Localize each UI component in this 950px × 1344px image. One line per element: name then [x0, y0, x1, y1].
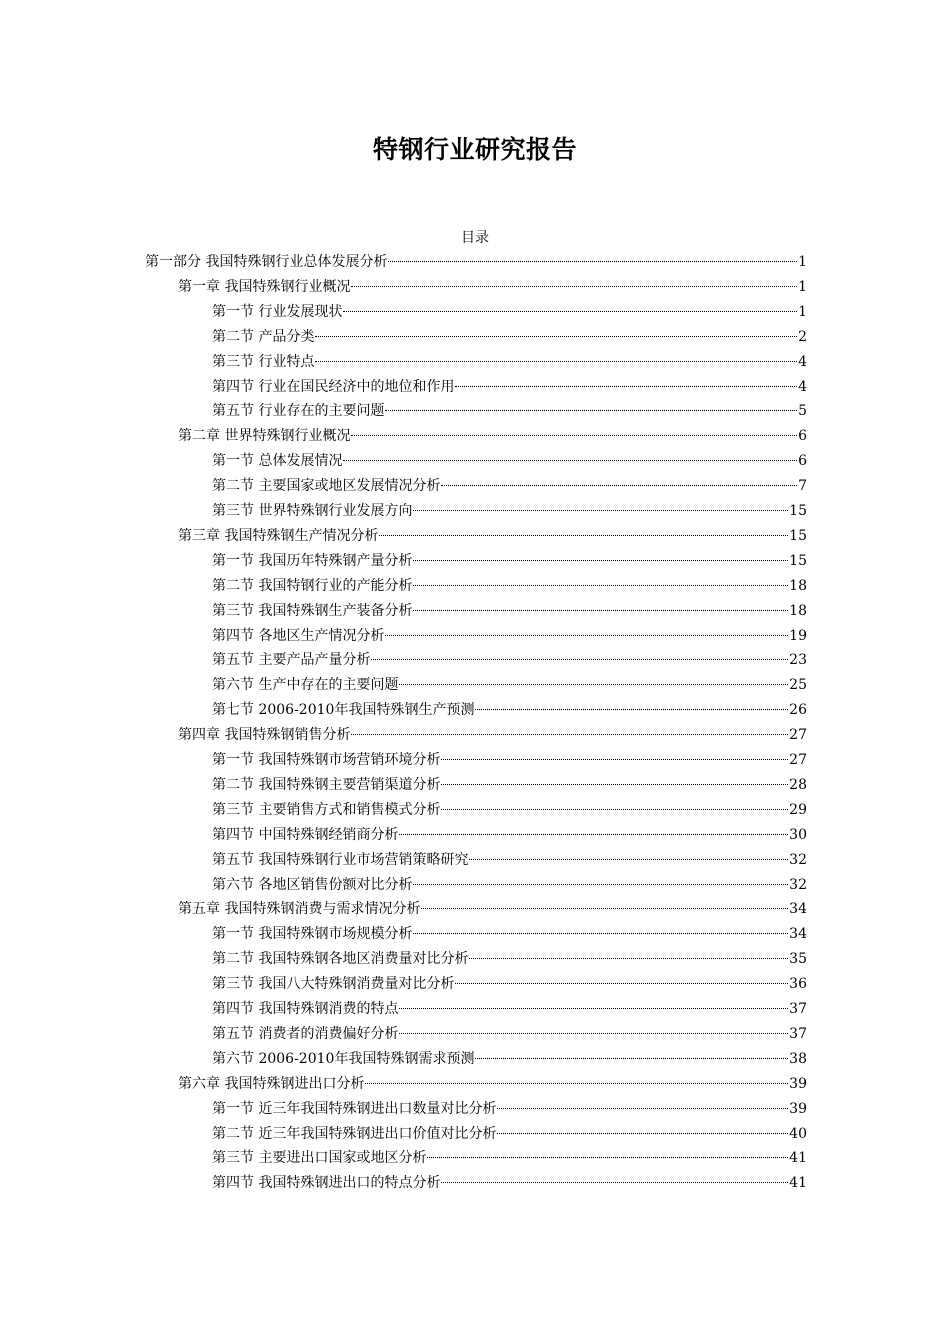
toc-entry[interactable] — [212, 673, 807, 698]
toc-entry-label: 第一节 近三年我国特殊钢进出口数量对比分析 — [212, 1100, 497, 1117]
toc-entry-page-number: 34 — [789, 901, 807, 918]
toc-dot-leader — [399, 1033, 788, 1034]
toc-entry-label: 第一节 我国特殊钢市场规模分析 — [212, 926, 413, 943]
toc-dot-leader — [343, 311, 797, 312]
toc-entry-label: 第二节 近三年我国特殊钢进出口价值对比分析 — [212, 1125, 497, 1142]
toc-entry-page-number: 35 — [789, 951, 807, 968]
toc-entry-page-number: 41 — [789, 1175, 807, 1192]
toc-entry[interactable] — [212, 1022, 807, 1047]
toc-entry-label: 第四节 行业在国民经济中的地位和作用 — [212, 378, 455, 395]
toc-entry-page-number: 37 — [789, 1025, 807, 1042]
toc-entry[interactable] — [212, 449, 807, 474]
toc-dot-leader — [399, 684, 788, 685]
toc-dot-leader — [351, 435, 797, 436]
toc-dot-leader — [441, 759, 788, 760]
toc-dot-leader — [413, 585, 788, 586]
toc-entry-page-number: 23 — [789, 652, 807, 669]
toc-entry[interactable] — [212, 1122, 807, 1147]
toc-entry-page-number: 39 — [789, 1100, 807, 1117]
toc-entry[interactable] — [212, 375, 807, 400]
toc-dot-leader — [441, 784, 788, 785]
toc-entry-label: 第六节 各地区销售份额对比分析 — [212, 876, 413, 893]
toc-entry[interactable] — [212, 798, 807, 823]
toc-dot-leader — [469, 958, 788, 959]
toc-entry-page-number: 26 — [789, 702, 807, 719]
toc-entry-label: 第六节 生产中存在的主要问题 — [212, 677, 399, 694]
toc-entry-page-number: 4 — [798, 353, 807, 370]
toc-dot-leader — [413, 610, 788, 611]
toc-entry[interactable] — [178, 897, 807, 922]
toc-dot-leader — [385, 635, 788, 636]
toc-entry-label: 第一节 我国历年特殊钢产量分析 — [212, 552, 413, 569]
toc-entry-page-number: 28 — [789, 776, 807, 793]
toc-dot-leader — [399, 834, 788, 835]
toc-entry-label: 第二节 产品分类 — [212, 328, 315, 345]
toc-entry[interactable] — [212, 873, 807, 898]
toc-entry-label: 第七节 2006-2010年我国特殊钢生产预测 — [212, 702, 475, 719]
toc-dot-leader — [371, 659, 788, 660]
toc-dot-leader — [388, 261, 797, 262]
toc-entry[interactable] — [212, 972, 807, 997]
toc-dot-leader — [351, 286, 797, 287]
toc-dot-leader — [497, 1133, 788, 1134]
toc-entry-label: 第五节 我国特殊钢行业市场营销策略研究 — [212, 851, 469, 868]
toc-entry-page-number: 1 — [798, 303, 807, 320]
toc-entry-page-number: 15 — [789, 552, 807, 569]
toc-entry-page-number: 39 — [789, 1075, 807, 1092]
toc-entry[interactable] — [212, 773, 807, 798]
toc-entry-label: 第一部分 我国特殊钢行业总体发展分析 — [145, 254, 388, 270]
toc-entry[interactable] — [178, 723, 807, 748]
toc-entry-label: 第二节 我国特钢行业的产能分析 — [212, 577, 413, 594]
toc-entry[interactable] — [212, 1171, 807, 1196]
toc-entry[interactable] — [212, 947, 807, 972]
toc-dot-leader — [469, 859, 788, 860]
toc-entry-label: 第四节 我国特殊钢进出口的特点分析 — [212, 1175, 441, 1192]
toc-entry-label: 第二章 世界特殊钢行业概况 — [178, 428, 351, 445]
toc-entry-label: 第三节 主要销售方式和销售模式分析 — [212, 801, 441, 818]
toc-entry-label: 第四节 中国特殊钢经销商分析 — [212, 826, 399, 843]
toc-entry[interactable] — [212, 648, 807, 673]
toc-dot-leader — [475, 709, 788, 710]
toc-dot-leader — [455, 386, 797, 387]
toc-entry-page-number: 38 — [789, 1050, 807, 1067]
toc-entry[interactable] — [178, 424, 807, 449]
toc-entry-page-number: 40 — [789, 1125, 807, 1142]
toc-entry[interactable] — [212, 1047, 807, 1072]
toc-dot-leader — [315, 361, 797, 362]
toc-entry-page-number: 27 — [789, 727, 807, 744]
toc-entry-label: 第二节 我国特殊钢各地区消费量对比分析 — [212, 951, 469, 968]
toc-dot-leader — [441, 809, 788, 810]
toc-dot-leader — [343, 460, 797, 461]
toc-entry[interactable] — [212, 574, 807, 599]
toc-entry-label: 第五节 消费者的消费偏好分析 — [212, 1025, 399, 1042]
toc-entry-page-number: 15 — [789, 527, 807, 544]
toc-dot-leader — [379, 535, 788, 536]
toc-dot-leader — [441, 1182, 788, 1183]
toc-dot-leader — [413, 560, 788, 561]
toc-entry-page-number: 1 — [798, 278, 807, 295]
toc-entry-label: 第四节 我国特殊钢消费的特点 — [212, 1001, 399, 1017]
toc-entry-label: 第一节 行业发展现状 — [212, 303, 343, 320]
toc-entry[interactable] — [212, 350, 807, 375]
toc-dot-leader — [413, 933, 788, 934]
toc-entry[interactable] — [212, 997, 807, 1022]
toc-entry-page-number: 5 — [798, 403, 807, 420]
toc-dot-leader — [351, 734, 788, 735]
toc-entry-label: 第六章 我国特殊钢进出口分析 — [178, 1075, 365, 1092]
toc-entry[interactable] — [212, 399, 807, 424]
toc-entry-page-number: 1 — [798, 254, 807, 270]
toc-dot-leader — [421, 908, 788, 909]
toc-entry[interactable] — [212, 848, 807, 873]
toc-entry-label: 第三节 行业特点 — [212, 353, 315, 370]
toc-dot-leader — [427, 1157, 788, 1158]
toc-entry-page-number: 36 — [789, 976, 807, 993]
toc-dot-leader — [413, 510, 788, 511]
toc-entry-page-number: 37 — [789, 1001, 807, 1017]
toc-entry[interactable] — [212, 922, 807, 947]
toc-entry[interactable] — [212, 624, 807, 649]
toc-entry-label: 第三章 我国特殊钢生产情况分析 — [178, 527, 379, 544]
toc-entry-label: 第四节 各地区生产情况分析 — [212, 627, 385, 644]
toc-entry-label: 第四章 我国特殊钢销售分析 — [178, 727, 351, 744]
toc-entry-label: 第五节 主要产品产量分析 — [212, 652, 371, 669]
toc-entry[interactable] — [212, 599, 807, 624]
toc-entry-page-number: 18 — [789, 602, 807, 619]
toc-entry-label: 第二节 我国特殊钢主要营销渠道分析 — [212, 776, 441, 793]
toc-entry-page-number: 27 — [789, 752, 807, 768]
toc-entry-page-number: 25 — [789, 677, 807, 694]
toc-entry-label: 第三节 世界特殊钢行业发展方向 — [212, 503, 413, 519]
toc-entry[interactable] — [212, 748, 807, 773]
toc-entry-page-number: 41 — [789, 1150, 807, 1167]
toc-entry-page-number: 6 — [798, 428, 807, 445]
toc-entry-page-number: 34 — [789, 926, 807, 943]
toc-entry-label: 第五章 我国特殊钢消费与需求情况分析 — [178, 901, 421, 918]
toc-entry[interactable] — [212, 474, 807, 499]
toc-dot-leader — [399, 1008, 788, 1009]
toc-entry-page-number: 15 — [789, 503, 807, 519]
toc-entry-page-number: 2 — [798, 328, 807, 345]
toc-dot-leader — [413, 884, 788, 885]
toc-entry-page-number: 19 — [789, 627, 807, 644]
toc-dot-leader — [475, 1058, 788, 1059]
toc-entry-page-number: 29 — [789, 801, 807, 818]
toc-entry[interactable] — [212, 325, 807, 350]
toc-entry[interactable] — [212, 549, 807, 574]
toc-dot-leader — [441, 485, 797, 486]
toc-entry[interactable] — [212, 823, 807, 848]
toc-entry-label: 第一节 总体发展情况 — [212, 453, 343, 470]
toc-entry-page-number: 4 — [798, 378, 807, 395]
toc-dot-leader — [497, 1108, 788, 1109]
toc-entry-label: 第一章 我国特殊钢行业概况 — [178, 278, 351, 295]
toc-entry-label: 第三节 我国特殊钢生产装备分析 — [212, 602, 413, 619]
document-title: 特钢行业研究报告 — [372, 135, 577, 164]
toc-entry-label: 第五节 行业存在的主要问题 — [212, 403, 385, 420]
toc-entry[interactable] — [212, 698, 807, 723]
toc-entry-label: 第二节 主要国家或地区发展情况分析 — [212, 478, 441, 495]
toc-entry-label: 第三节 主要进出口国家或地区分析 — [212, 1150, 427, 1167]
toc-dot-leader — [365, 1083, 788, 1084]
toc-entry-page-number: 6 — [798, 453, 807, 470]
toc-entry-label: 第一节 我国特殊钢市场营销环境分析 — [212, 752, 441, 768]
toc-entry-label: 第六节 2006-2010年我国特殊钢需求预测 — [212, 1050, 475, 1067]
toc-entry[interactable] — [145, 250, 807, 275]
toc-dot-leader — [455, 983, 788, 984]
toc-entry[interactable] — [212, 1097, 807, 1122]
toc-entry-page-number: 32 — [789, 851, 807, 868]
toc-entry-page-number: 32 — [789, 876, 807, 893]
toc-entry-label: 第三节 我国八大特殊钢消费量对比分析 — [212, 976, 455, 993]
toc-entry[interactable] — [212, 300, 807, 325]
toc-entry[interactable] — [178, 1072, 807, 1097]
toc-entry-page-number: 7 — [798, 478, 807, 495]
toc-entry-page-number: 18 — [789, 577, 807, 594]
toc-entry-page-number: 30 — [789, 826, 807, 843]
toc-dot-leader — [315, 336, 797, 337]
toc-entry[interactable] — [212, 1146, 807, 1171]
toc-dot-leader — [385, 410, 797, 411]
toc-heading: 目录 — [461, 230, 489, 246]
toc-entry[interactable] — [212, 499, 807, 524]
toc-entry[interactable] — [178, 275, 807, 300]
toc-entry[interactable] — [178, 524, 807, 549]
